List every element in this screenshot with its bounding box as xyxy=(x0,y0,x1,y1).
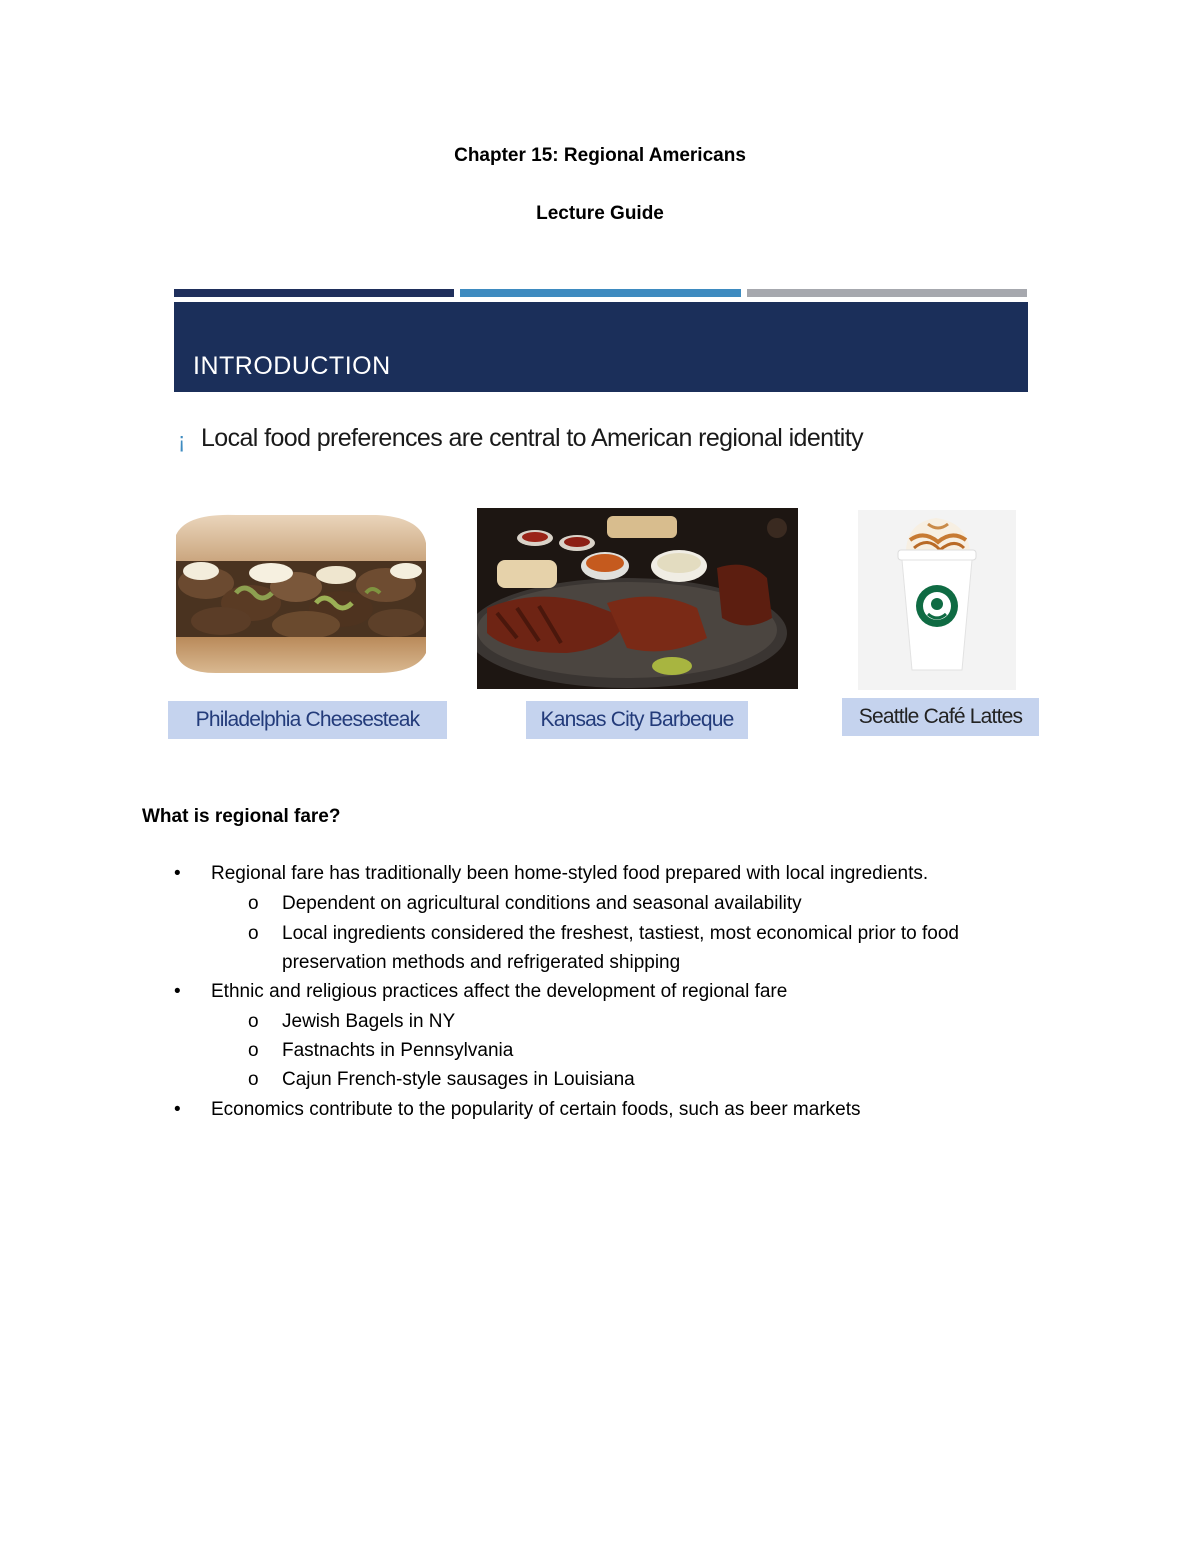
document-title: Chapter 15: Regional Americans xyxy=(454,145,746,166)
sub-bullet-icon: o xyxy=(248,893,259,914)
sub-bullet-icon: o xyxy=(248,1069,259,1090)
accent-bar-gray xyxy=(747,289,1027,297)
sub-list-item: Local ingredients considered the freshest, tastiest, most economical prior to food xyxy=(282,923,959,944)
slide-bullet-marker-icon: ¡ xyxy=(178,428,186,453)
cheesesteak-sandwich-photo xyxy=(176,513,426,675)
caption-seattle-cafe-lattes: Seattle Café Lattes xyxy=(842,698,1039,736)
slide-bullet-text: Local food preferences are central to American regional identity xyxy=(201,424,864,452)
sub-list-item: Cajun French-style sausages in Louisiana xyxy=(282,1069,635,1090)
caption-kansas-city-barbeque: Kansas City Barbeque xyxy=(526,701,748,739)
slide-header-title: INTRODUCTION xyxy=(193,352,391,380)
latte-cup-photo xyxy=(858,510,1016,690)
sub-bullet-icon: o xyxy=(248,1040,259,1061)
sub-list-item-continued: preservation methods and refrigerated shipping xyxy=(282,952,681,973)
sub-bullet-icon: o xyxy=(248,923,259,944)
caption-philadelphia-cheesesteak: Philadelphia Cheesesteak xyxy=(168,701,447,739)
sub-list-item: Dependent on agricultural conditions and seasonal availability xyxy=(282,893,802,914)
bullet-icon: • xyxy=(174,1099,181,1120)
bullet-icon: • xyxy=(174,863,181,884)
list-item: Economics contribute to the popularity of certain foods, such as beer markets xyxy=(211,1099,861,1120)
accent-bar-navy xyxy=(174,289,454,297)
sub-list-item: Jewish Bagels in NY xyxy=(282,1011,456,1032)
section-heading: What is regional fare? xyxy=(142,806,341,827)
list-item: Regional fare has traditionally been home-styled food prepared with local ingredients. xyxy=(211,863,929,884)
slide-header xyxy=(174,302,1028,392)
accent-bar-blue xyxy=(460,289,741,297)
document-subtitle: Lecture Guide xyxy=(536,203,664,224)
bullet-icon: • xyxy=(174,981,181,1002)
sub-list-item: Fastnachts in Pennsylvania xyxy=(282,1040,514,1061)
list-item: Ethnic and religious practices affect the development of regional fare xyxy=(211,981,788,1002)
sub-bullet-icon: o xyxy=(248,1011,259,1032)
barbeque-ribs-photo xyxy=(477,508,798,689)
